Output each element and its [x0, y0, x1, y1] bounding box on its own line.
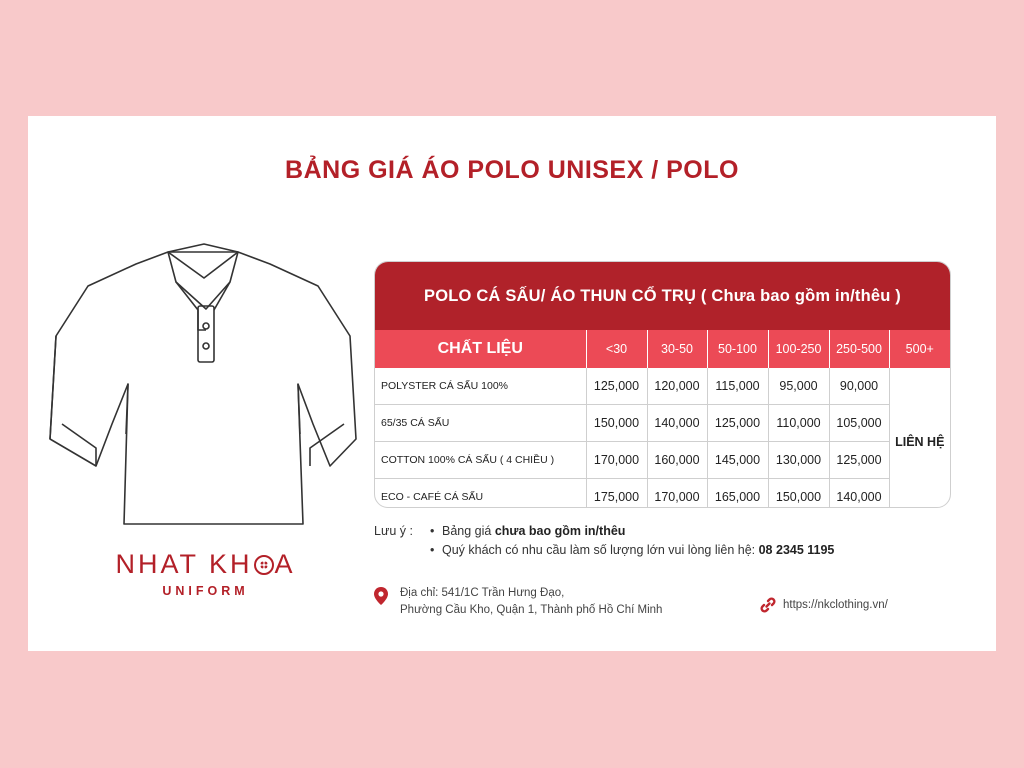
table-row — [375, 479, 950, 509]
link-icon — [760, 597, 776, 613]
table-heading: POLO CÁ SẤU/ ÁO THUN CỔ TRỤ ( Chưa bao gồm in/thêu ) — [375, 262, 950, 330]
price-table — [374, 261, 951, 508]
price-grid — [375, 330, 950, 508]
price-cell: 90,000 — [829, 368, 889, 405]
notes — [374, 521, 834, 559]
price-cell: 150,000 — [768, 479, 829, 509]
price-cell: 165,000 — [707, 479, 768, 509]
material-cell: 65/35 CÁ SẤU — [375, 405, 586, 442]
price-cell: 160,000 — [647, 442, 707, 479]
address-line-2: Phường Cầu Kho, Quận 1, Thành phố Hồ Chí Minh — [400, 604, 663, 616]
material-cell: POLYSTER CÁ SẤU 100% — [375, 368, 586, 405]
location-pin-icon — [374, 587, 400, 621]
address — [374, 587, 662, 621]
brand-name: NHAT KH A — [115, 549, 296, 579]
table-row — [375, 405, 950, 442]
price-cell: 170,000 — [586, 442, 647, 479]
material-cell: ECO - CAFÉ CÁ SẤU — [375, 479, 586, 509]
website-link[interactable]: https://nkclothing.vn/ — [783, 599, 888, 611]
column-header: 100-250 — [768, 330, 829, 368]
header-row — [375, 330, 950, 368]
column-header: 30-50 — [647, 330, 707, 368]
price-cell: 140,000 — [647, 405, 707, 442]
brand-logo — [98, 549, 313, 598]
button-o-icon — [254, 555, 274, 575]
price-cell: 150,000 — [586, 405, 647, 442]
column-header: 250-500 — [829, 330, 889, 368]
bullet: • — [430, 542, 435, 557]
website[interactable] — [760, 597, 888, 613]
table-row — [375, 368, 950, 405]
bullet: • — [430, 523, 435, 538]
column-header: <30 — [586, 330, 647, 368]
material-cell: COTTON 100% CÁ SẤU ( 4 CHIỀU ) — [375, 442, 586, 479]
price-cell: 140,000 — [829, 479, 889, 509]
note-2: Quý khách có nhu cầu làm số lượng lớn vui lòng liên hệ: 08 2345 1195 — [442, 542, 835, 557]
price-card — [28, 116, 996, 651]
column-header: CHẤT LIỆU — [375, 330, 586, 368]
price-cell: 105,000 — [829, 405, 889, 442]
contact-cell: LIÊN HỆ — [895, 434, 945, 449]
price-cell: 110,000 — [768, 405, 829, 442]
price-cell: 125,000 — [829, 442, 889, 479]
price-cell: 130,000 — [768, 442, 829, 479]
page-title: BẢNG GIÁ ÁO POLO UNISEX / POLO — [285, 156, 739, 184]
column-header: 50-100 — [707, 330, 768, 368]
price-cell: 175,000 — [586, 479, 647, 509]
notes-label: Lưu ý : — [374, 523, 413, 538]
price-cell: 120,000 — [647, 368, 707, 405]
price-cell: 170,000 — [647, 479, 707, 509]
brand-subtitle: UNIFORM — [162, 584, 249, 598]
price-cell: 95,000 — [768, 368, 829, 405]
address-line-1: Địa chỉ: 541/1C Trần Hưng Đạo, — [400, 587, 565, 599]
price-cell: 125,000 — [586, 368, 647, 405]
note-1: Bảng giá chưa bao gồm in/thêu — [442, 523, 626, 538]
table-row — [375, 442, 950, 479]
column-header: 500+ — [889, 330, 950, 368]
price-cell: 115,000 — [707, 368, 768, 405]
price-cell: 145,000 — [707, 442, 768, 479]
price-cell: 125,000 — [707, 405, 768, 442]
polo-shirt-icon — [48, 234, 358, 534]
